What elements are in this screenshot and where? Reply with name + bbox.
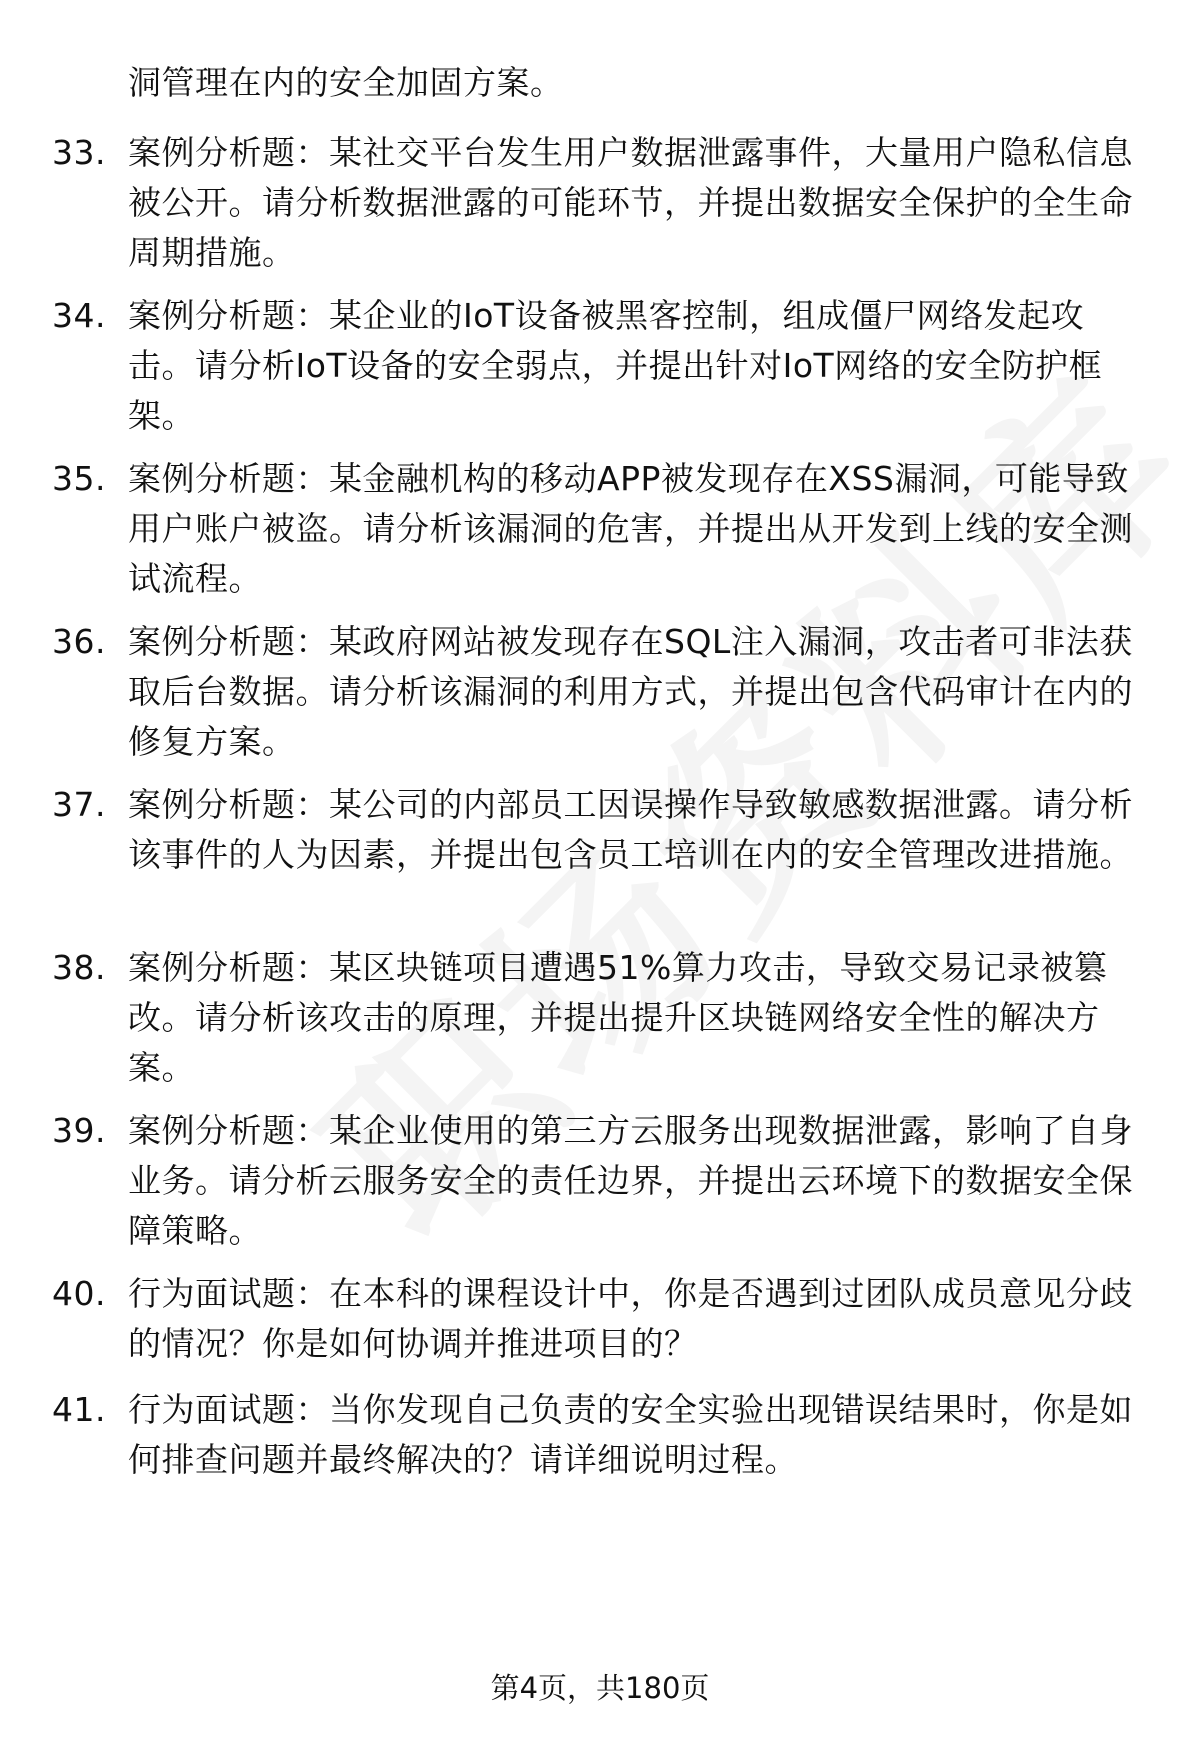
question-number: 40. [52, 1274, 106, 1313]
question-text: 行为面试题：当你发现自己负责的安全实验出现错误结果时，你是如何排查问题并最终解决的？请详细说明过程。 [128, 1390, 1133, 1479]
question-text: 案例分析题：某社交平台发生用户数据泄露事件，大量用户隐私信息被公开。请分析数据泄露的可能环节，并提出数据安全保护的全生命周期措施。 [128, 133, 1133, 272]
continued-text: 洞管理在内的安全加固方案。 [128, 63, 564, 102]
question-number: 34. [52, 296, 106, 335]
question-text: 案例分析题：某公司的内部员工因误操作导致敏感数据泄露。请分析该事件的人为因素，并提出包含员工培训在内的安全管理改进措施。 [128, 785, 1133, 874]
question-number: 39. [52, 1111, 106, 1150]
question-number: 37. [52, 785, 106, 824]
page-footer: 第4页，共180页 [490, 1671, 710, 1705]
question-text: 行为面试题：在本科的课程设计中，你是否遇到过团队成员意见分歧的情况？你是如何协调并推进项目的？ [128, 1274, 1133, 1363]
question-text: 案例分析题：某企业的IoT设备被黑客控制，组成僵尸网络发起攻击。请分析IoT设备的安全弱点，并提出针对IoT网络的安全防护框架。 [128, 296, 1103, 435]
question-text: 案例分析题：某金融机构的移动APP被发现存在XSS漏洞，可能导致用户账户被盗。请分析该漏洞的危害，并提出从开发到上线的安全测试流程。 [128, 459, 1133, 598]
question-number: 36. [52, 622, 106, 661]
question-text: 案例分析题：某政府网站被发现存在SQL注入漏洞，攻击者可非法获取后台数据。请分析该漏洞的利用方式，并提出包含代码审计在内的修复方案。 [128, 622, 1133, 761]
question-text: 案例分析题：某区块链项目遭遇51%算力攻击，导致交易记录被篡改。请分析该攻击的原理，并提出提升区块链网络安全性的解决方案。 [128, 948, 1108, 1087]
question-text: 案例分析题：某企业使用的第三方云服务出现数据泄露，影响了自身业务。请分析云服务安全的责任边界，并提出云环境下的数据安全保障策略。 [128, 1111, 1133, 1250]
question-number: 38. [52, 948, 106, 987]
question-number: 33. [52, 133, 106, 172]
question-number: 35. [52, 459, 106, 498]
question-number: 41. [52, 1390, 106, 1429]
